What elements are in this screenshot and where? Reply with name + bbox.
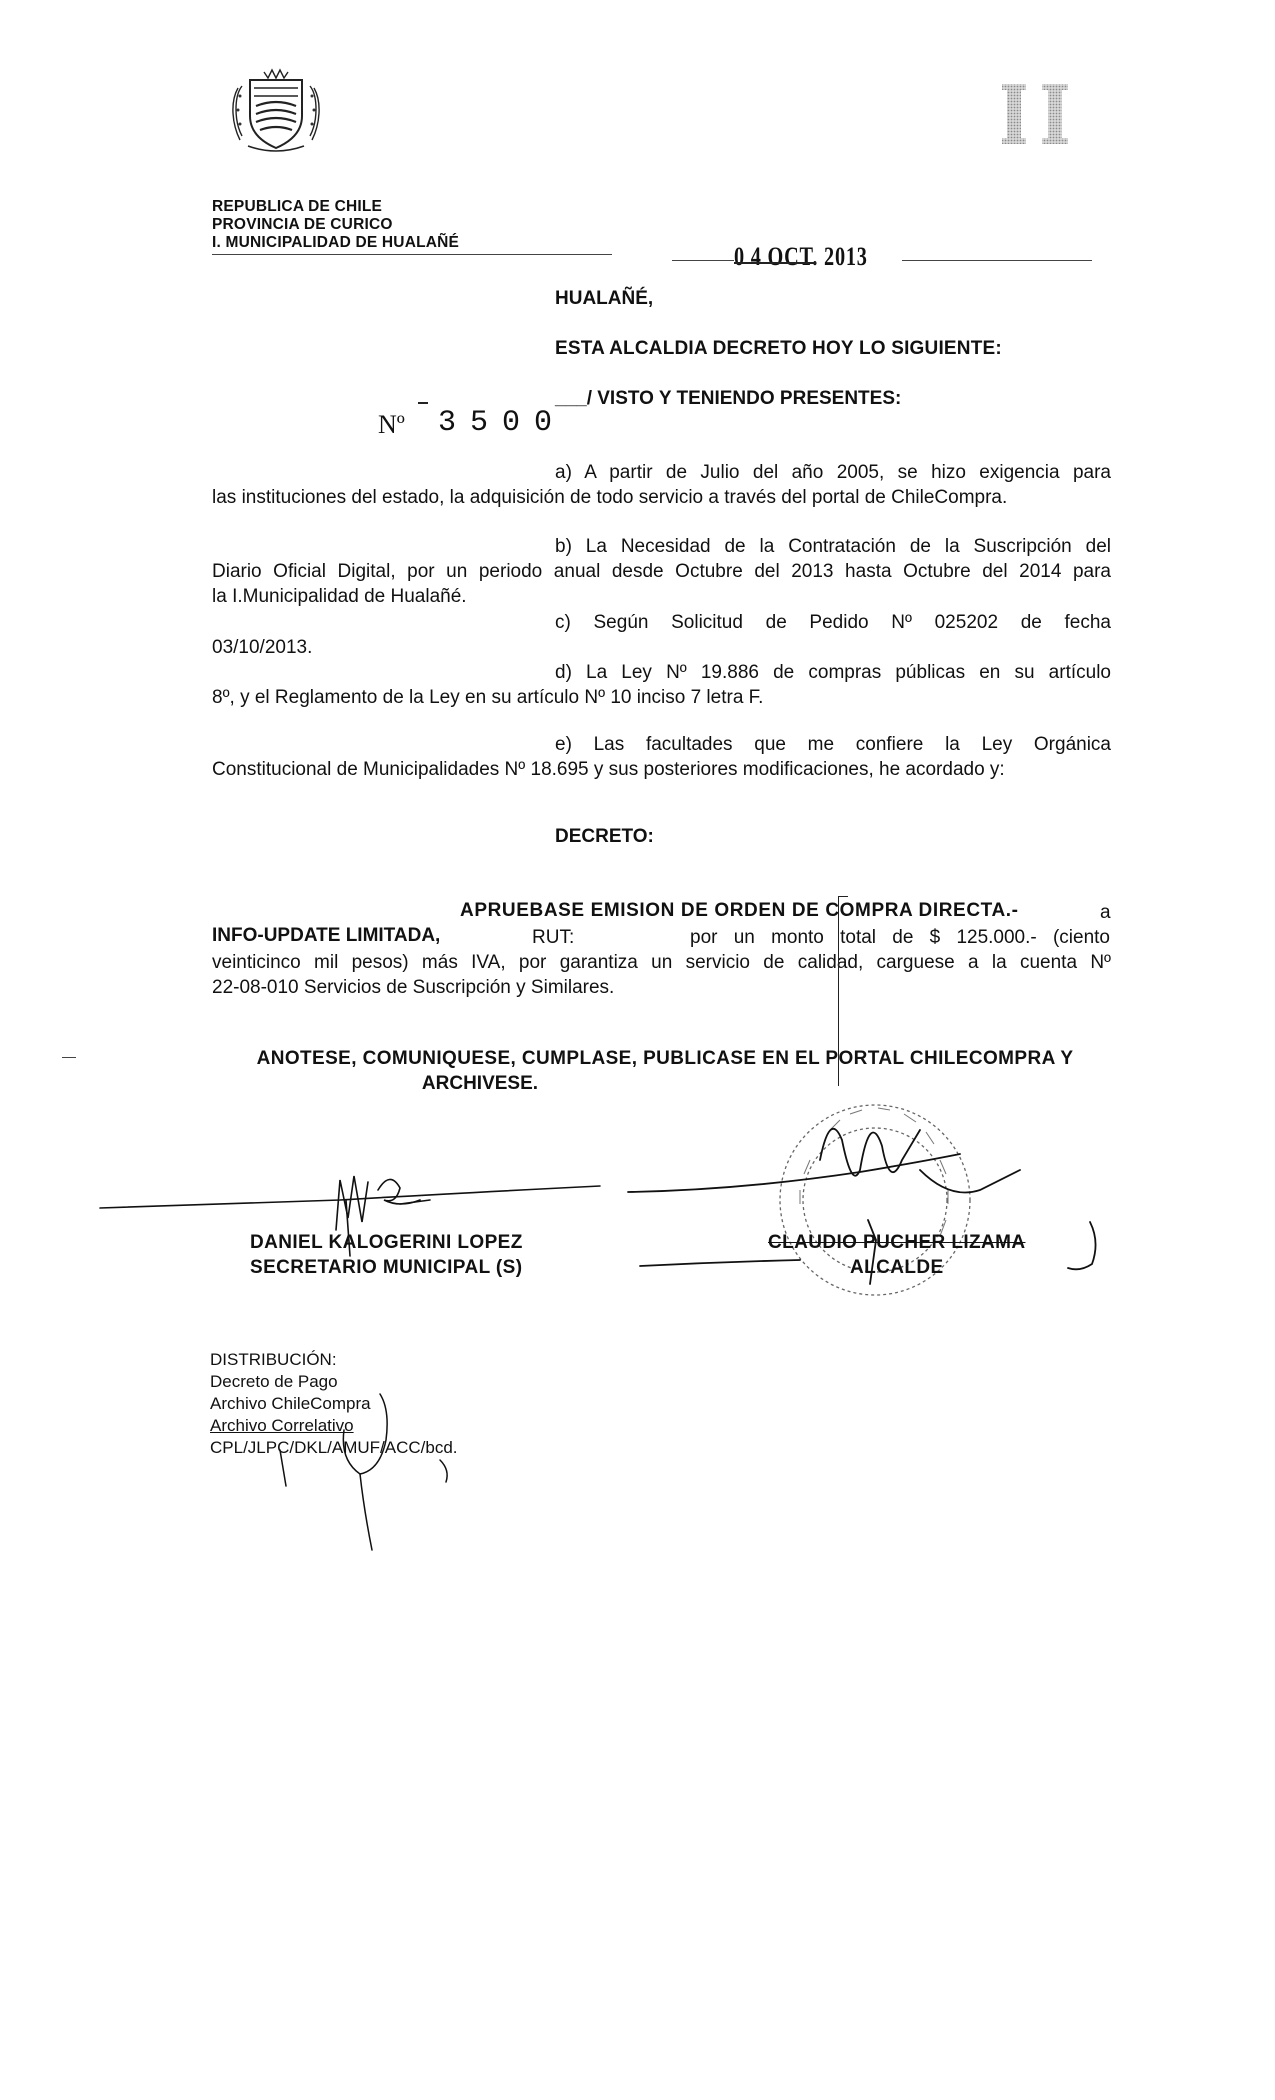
mayor-role: ALCALDE <box>850 1257 944 1278</box>
distribution-heading: DISTRIBUCIÓN: <box>210 1350 337 1369</box>
place-name: HUALAÑÉ, <box>555 288 654 309</box>
initials-scribble-icon <box>240 1390 460 1570</box>
date-strike <box>734 262 816 264</box>
considerando-c-rest: 03/10/2013. <box>212 637 313 658</box>
considerando-b-first: b) La Necesidad de la Contratación de la Suscripción del <box>555 536 1111 557</box>
mayor-name: CLAUDIO PUCHER LIZAMA <box>768 1232 1026 1253</box>
header-underline <box>212 254 612 255</box>
decree-number-prefix: Nº <box>378 410 405 439</box>
considerando-b-line2: Diario Oficial Digital, por un periodo anual desde Octubre del 2013 hasta Octubre del 2014 para <box>212 561 1111 582</box>
distribution-item-4: CPL/JLPC/DKL/AMUF/ACC/bcd. <box>210 1438 458 1457</box>
pen-stroke-top <box>838 896 848 897</box>
resolution-lead: APRUEBASE EMISION DE ORDEN DE COMPRA DIRECTA.- <box>460 900 1019 921</box>
closing-line2: ARCHIVESE. <box>421 1073 539 1094</box>
secretary-name: DANIEL KALOGERINI LOPEZ <box>250 1232 523 1253</box>
header-republic: REPUBLICA DE CHILE <box>212 198 383 215</box>
date-line-right <box>902 260 1092 261</box>
distribution-item-1: Decreto de Pago <box>210 1372 338 1391</box>
date-line-left <box>672 260 734 261</box>
considerando-e-first: e) Las facultades que me confiere la Ley Orgánica <box>555 734 1111 755</box>
margin-tick <box>62 1057 76 1058</box>
considerando-a-rest: las instituciones del estado, la adquisición de todo servicio a través del portal de ChileCompra. <box>212 487 1008 508</box>
decree-number: 3500 <box>438 406 567 440</box>
header-municipality: I. MUNICIPALIDAD DE HUALAÑÉ <box>212 234 460 251</box>
resolution-line3: veinticinco mil pesos) más IVA, por garantiza un servicio de calidad, carguese a la cuenta Nº <box>212 952 1111 973</box>
considerando-c-first: c) Según Solicitud de Pedido Nº 025202 de fecha <box>555 612 1111 633</box>
considerando-d-rest: 8º, y el Reglamento de la Ley en su artículo Nº 10 inciso 7 letra F. <box>212 687 764 708</box>
date-stamp: 0 4 OCT. 2013 <box>734 242 868 271</box>
header-province: PROVINCIA DE CURICO <box>212 216 393 233</box>
resolution-line4: 22-08-010 Servicios de Suscripción y Similares. <box>212 977 615 998</box>
resolution-rut-label: RUT: <box>532 927 575 948</box>
closing-line1: ANOTESE, COMUNIQUESE, CUMPLASE, PUBLICASE EN EL PORTAL CHILECOMPRA Y <box>256 1048 1074 1069</box>
registry-mark-icon <box>998 82 1074 150</box>
decree-number-dash <box>418 402 428 404</box>
considerando-e-rest: Constitucional de Municipalidades Nº 18.695 y sus posteriores modificaciones, he acordado y: <box>212 759 1005 780</box>
decreto-heading: DECRETO: <box>555 826 654 847</box>
considerando-d-first: d) La Ley Nº 19.886 de compras públicas en su artículo <box>555 662 1111 683</box>
secretary-role: SECRETARIO MUNICIPAL (S) <box>250 1257 523 1278</box>
visto-heading: ___/ VISTO Y TENIENDO PRESENTES: <box>555 388 902 409</box>
resolution-company: INFO-UPDATE LIMITADA, <box>212 925 441 946</box>
resolution-amount: por un monto total de $ 125.000.- (ciento <box>690 927 1110 948</box>
distribution-item-3: Archivo Correlativo <box>210 1416 354 1435</box>
considerando-a-first: a) A partir de Julio del año 2005, se hizo exigencia para <box>555 462 1111 483</box>
decree-heading: ESTA ALCALDIA DECRETO HOY LO SIGUIENTE: <box>555 338 1002 359</box>
resolution-lead-tail: a <box>1100 902 1111 923</box>
considerando-b-line3: la I.Municipalidad de Hualañé. <box>212 586 467 607</box>
distribution-item-2: Archivo ChileCompra <box>210 1394 371 1413</box>
municipal-crest-icon <box>228 66 324 156</box>
